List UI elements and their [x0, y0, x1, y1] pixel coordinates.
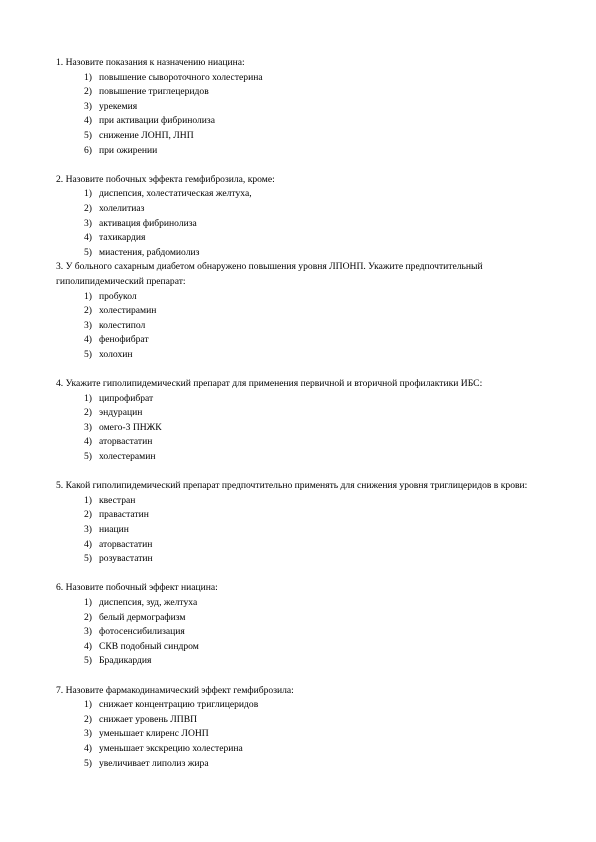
question-text: 5. Какой гиполипидемический препарат предпочтительно применять для снижения уровня триглицеридов в крови:	[56, 480, 528, 492]
option-list	[56, 187, 556, 260]
option-item: 6) при ожирении	[84, 144, 158, 156]
option-item: 1) снижает концентрацию триглицеридов	[84, 699, 259, 711]
option-item: 5) увеличивает липолиз жира	[84, 757, 209, 769]
option-text: фенофибрат	[99, 334, 149, 346]
option-text: аторвастатин	[99, 436, 153, 448]
option-text: снижение ЛОНП, ЛНП	[99, 129, 194, 141]
option-text: квестран	[99, 494, 136, 506]
option-item: 3) фотосенсибилизация	[84, 626, 185, 638]
option-text: холестирамин	[99, 305, 157, 317]
spacer	[56, 158, 556, 173]
option-item: 4) уменьшает экскрецию холестерина	[84, 742, 243, 754]
option-item: 3) ниацин	[84, 524, 129, 535]
spacer	[56, 567, 556, 582]
option-text: активация фибринолиза	[99, 217, 197, 229]
option-item: 2) повышение триглецеридов	[84, 86, 209, 98]
option-item: 1) квестран	[84, 494, 136, 506]
option-item: 1) пробукол	[84, 290, 137, 302]
question-text: 3. У больного сахарным диабетом обнаружено повышения уровня ЛПОНП. Укажите предпочтительный гиполипидемический препарат:	[56, 261, 483, 287]
spacer	[56, 465, 556, 480]
option-text: диспепсия, зуд, желтуха	[99, 596, 198, 608]
option-text: фотосенсибилизация	[99, 626, 185, 638]
option-item: 1) ципрофибрат	[84, 392, 154, 404]
option-text: холохин	[99, 348, 133, 360]
option-item: 1) диспепсия, холестатическая желтуха,	[84, 188, 252, 200]
option-text: повышение сывороточного холестерина	[99, 71, 263, 83]
option-item: 3) колестипол	[84, 319, 146, 331]
question-text: 4. Укажите гиполипидемический препарат для применения первичной и вторичной профилактики ИБС:	[56, 378, 483, 390]
option-item: 4) фенофибрат	[84, 334, 149, 346]
option-item: 5) холестерамин	[84, 451, 156, 463]
question-text: 1. Назовите показания к назначению ниацина:	[56, 57, 245, 68]
option-text: снижает концентрацию триглицеридов	[99, 699, 259, 711]
option-text: повышение триглецеридов	[99, 86, 209, 98]
question-7	[56, 684, 556, 772]
option-text: при ожирении	[99, 144, 158, 156]
question-2	[56, 173, 556, 261]
option-text: СКВ подобный синдром	[99, 640, 199, 652]
option-text: холелитиаз	[99, 202, 145, 214]
option-item: 4) аторвастатин	[84, 538, 153, 550]
option-item: 4) при активации фибринолиза	[84, 115, 215, 127]
option-text: аторвастатин	[99, 538, 153, 550]
option-text: уменьшает клиренс ЛОНП	[99, 728, 209, 740]
option-list	[56, 698, 556, 771]
option-item: 2) холестирамин	[84, 305, 157, 317]
option-item: 5) миастения, рабдомиолиз	[84, 246, 200, 258]
option-text: омего-3 ПНЖК	[99, 421, 162, 433]
option-text: тахикардия	[99, 232, 146, 244]
question-1	[56, 56, 556, 173]
option-item: 3) активация фибринолиза	[84, 217, 197, 229]
option-list	[56, 596, 556, 669]
option-text: холестерамин	[99, 451, 156, 463]
option-item: 2) холелитиаз	[84, 202, 145, 214]
option-text: диспепсия, холестатическая желтуха,	[99, 188, 252, 200]
option-text: увеличивает липолиз жира	[99, 757, 209, 769]
option-text: урекемия	[99, 100, 138, 112]
option-item: 2) эндурацин	[84, 407, 143, 419]
question-4	[56, 377, 556, 479]
option-item: 1) диспепсия, зуд, желтуха	[84, 596, 198, 608]
option-text: при активации фибринолиза	[99, 115, 215, 127]
option-text: ципрофибрат	[99, 392, 154, 404]
option-text: миастения, рабдомиолиз	[99, 246, 200, 258]
question-5	[56, 479, 556, 581]
option-text: снижает уровень ЛПВП	[99, 713, 198, 725]
option-text: уменьшает экскрецию холестерина	[99, 742, 243, 754]
question-text: 2. Назовите побочных эффекта гемфиброзила, кроме:	[56, 173, 275, 185]
option-item: 4) аторвастатин	[84, 436, 153, 448]
option-item: 5) розувастатин	[84, 553, 153, 565]
option-list	[56, 290, 556, 363]
option-item: 5) Брадикардия	[84, 655, 152, 667]
option-item: 4) СКВ подобный синдром	[84, 640, 199, 652]
question-text: 7. Назовите фармакодинамический эффект гемфиброзила:	[56, 684, 294, 696]
option-list	[56, 494, 556, 567]
option-text: правастатин	[99, 509, 149, 521]
option-text: белый дермографизм	[99, 611, 186, 623]
option-item: 4) тахикардия	[84, 232, 146, 244]
document-page	[56, 56, 556, 771]
option-item: 3) омего-3 ПНЖК	[84, 421, 162, 433]
option-text: Брадикардия	[99, 655, 152, 667]
option-text: пробукол	[99, 290, 137, 302]
spacer	[56, 669, 556, 684]
option-item: 3) уменьшает клиренс ЛОНП	[84, 728, 209, 740]
option-text: ниацин	[99, 524, 129, 535]
option-item: 5) снижение ЛОНП, ЛНП	[84, 129, 194, 141]
option-item: 2) белый дермографизм	[84, 611, 186, 623]
question-6	[56, 581, 556, 683]
option-item: 2) правастатин	[84, 509, 149, 521]
option-text: эндурацин	[99, 407, 143, 419]
option-list	[56, 392, 556, 465]
option-text: розувастатин	[99, 553, 153, 565]
option-item: 3) урекемия	[84, 100, 138, 112]
option-item: 5) холохин	[84, 348, 133, 360]
option-text: колестипол	[99, 319, 146, 331]
option-item: 2) снижает уровень ЛПВП	[84, 713, 198, 725]
spacer	[56, 362, 556, 377]
question-3	[56, 260, 556, 377]
option-item: 1) повышение сывороточного холестерина	[84, 71, 263, 83]
question-text: 6. Назовите побочный эффект ниацина:	[56, 582, 218, 594]
option-list	[56, 71, 556, 159]
